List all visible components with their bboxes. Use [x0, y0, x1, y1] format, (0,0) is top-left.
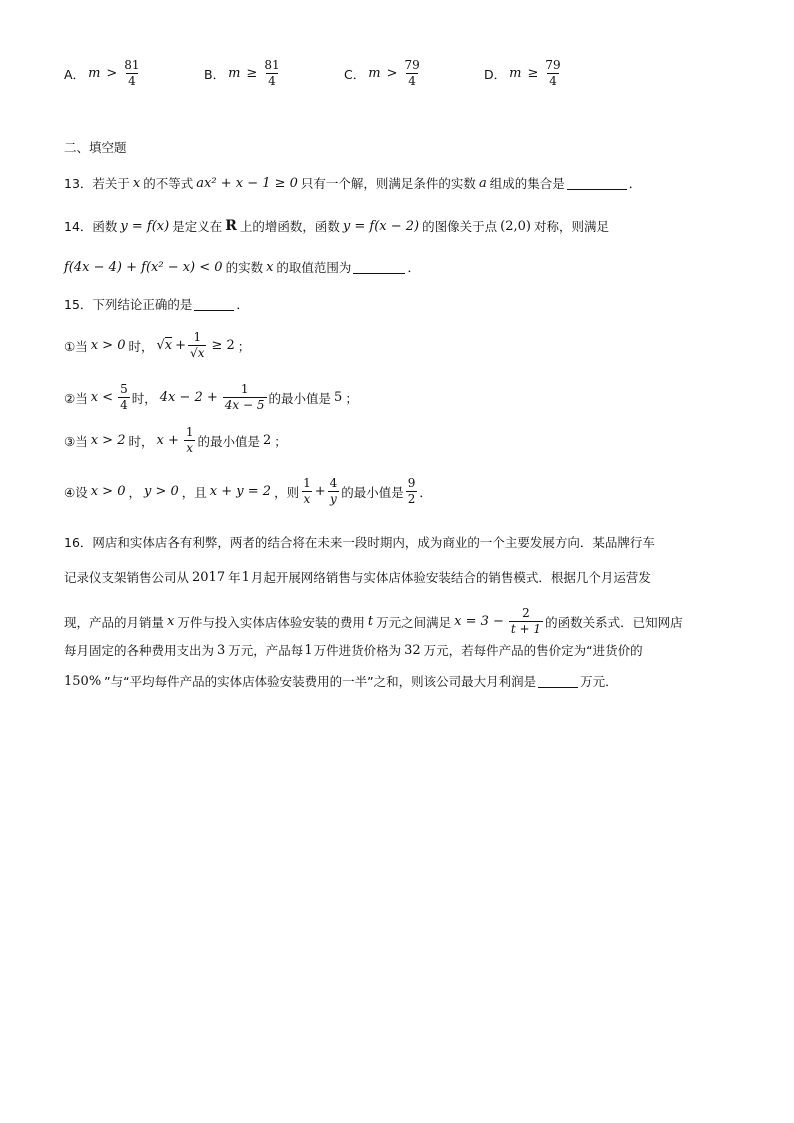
- statement-3: ③当 x > 2 时， x + $\frac{1}{x}$ 的最小值是 2 ；: [64, 425, 287, 455]
- question-number: 15．: [64, 297, 93, 312]
- option-rel: >: [106, 66, 118, 81]
- fraction: $\frac{2}{t + 1}$: [510, 606, 542, 636]
- answer-blank[interactable]: [567, 177, 627, 190]
- question-number: 14．: [64, 219, 93, 234]
- option-letter: C．: [344, 66, 366, 82]
- option-letter: D．: [484, 66, 507, 82]
- section-title: 二、填空题: [64, 140, 127, 155]
- option-d: [484, 58, 565, 89]
- question-16-line-4: 每月固定的各种费用支出为 3 万元，产品每 1 万件进货价格为 32 万元，若每件产品的售价定为“进货价的: [64, 642, 643, 658]
- fraction: $\frac{9}{2}$: [407, 476, 416, 506]
- fraction: $\frac{1}{√x}$: [190, 330, 205, 360]
- option-rel: >: [386, 66, 398, 81]
- question-16-line-2: 记录仪支架销售公司从 2017 年 1 月起开展网络销售与实体店体验安装结合的销售模式．根据几个月运营发: [64, 569, 651, 585]
- fraction: $\frac{1}{x}$: [185, 425, 194, 455]
- question-15: 15． 下列结论正确的是 ．: [64, 297, 249, 312]
- option-fraction: $\frac{79}{4}$: [404, 58, 420, 88]
- answer-blank[interactable]: [194, 298, 234, 311]
- option-letter: B．: [204, 66, 226, 82]
- question-14-line-2: f(4x − 4) + f(x² − x) < 0 的实数 x 的取值范围为 ．: [64, 259, 420, 275]
- statement-4: ④设 x > 0 ， y > 0 ，且 x + y = 2 ，则 $\frac{1}{x}$ + $\frac{4}{y}$ 的最小值是 $\frac{9}{2}$ ．: [64, 476, 432, 506]
- option-c: [344, 58, 424, 89]
- question-16: 16． 网店和实体店各有利弊，两者的结合将在未来一段时期内，成为商业的一个主要发展方向．某品牌行车: [64, 535, 655, 550]
- fraction: $\frac{4}{y}$: [329, 476, 338, 506]
- question-number: 13．: [64, 176, 93, 191]
- answer-blank[interactable]: [353, 261, 405, 274]
- option-b: [204, 58, 284, 89]
- fraction: $\frac{1}{4x - 5}$: [224, 382, 265, 412]
- option-fraction: $\frac{79}{4}$: [545, 58, 561, 88]
- option-rel: ≥: [527, 66, 539, 81]
- statement-2: ②当 x < $\frac{5}{4}$ 时， 4x − 2 + $\frac{1}{4x - 5}$ 的最小值是 5 ；: [64, 382, 358, 412]
- option-rel: ≥: [246, 66, 258, 81]
- question-14: 14． 函数 y = f(x) 是定义在 R 上的增函数，函数 y = f(x − 2) 的图像关于点 (2,0) 对称，则满足: [64, 218, 609, 234]
- answer-blank[interactable]: [538, 675, 578, 688]
- option-fraction: $\frac{81}{4}$: [124, 58, 140, 88]
- option-a: [64, 58, 144, 89]
- option-var: m: [88, 66, 101, 81]
- option-fraction: $\frac{81}{4}$: [264, 58, 280, 88]
- fraction: $\frac{1}{x}$: [303, 476, 311, 506]
- option-var: m: [368, 66, 381, 81]
- question-13: 13． 若关于 x 的不等式 ax² + x − 1 ≥ 0 只有一个解，则满足条件的实数 a 组成的集合是 ．: [64, 175, 642, 191]
- fraction: $\frac{5}{4}$: [120, 382, 128, 412]
- inequality: ax² + x − 1 ≥ 0: [196, 175, 298, 191]
- question-number: 16．: [64, 535, 93, 550]
- question-16-line-3: 现，产品的月销量 x 万件与投入实体店体验安装的费用 t 万元之间满足 x = 3 − $\frac{2}{t + 1}$ 的函数关系式．已知网店: [64, 606, 683, 636]
- option-var: m: [228, 66, 241, 81]
- question-16-line-5: 150% ”与“平均每件产品的实体店体验安装费用的一半”之和，则该公司最大月利润是 万元．: [64, 673, 618, 689]
- option-letter: A．: [64, 66, 86, 82]
- statement-1: ①当 x > 0 时， √x + $\frac{1}{√x}$ ≥ 2 ；: [64, 330, 251, 360]
- option-var: m: [509, 66, 522, 81]
